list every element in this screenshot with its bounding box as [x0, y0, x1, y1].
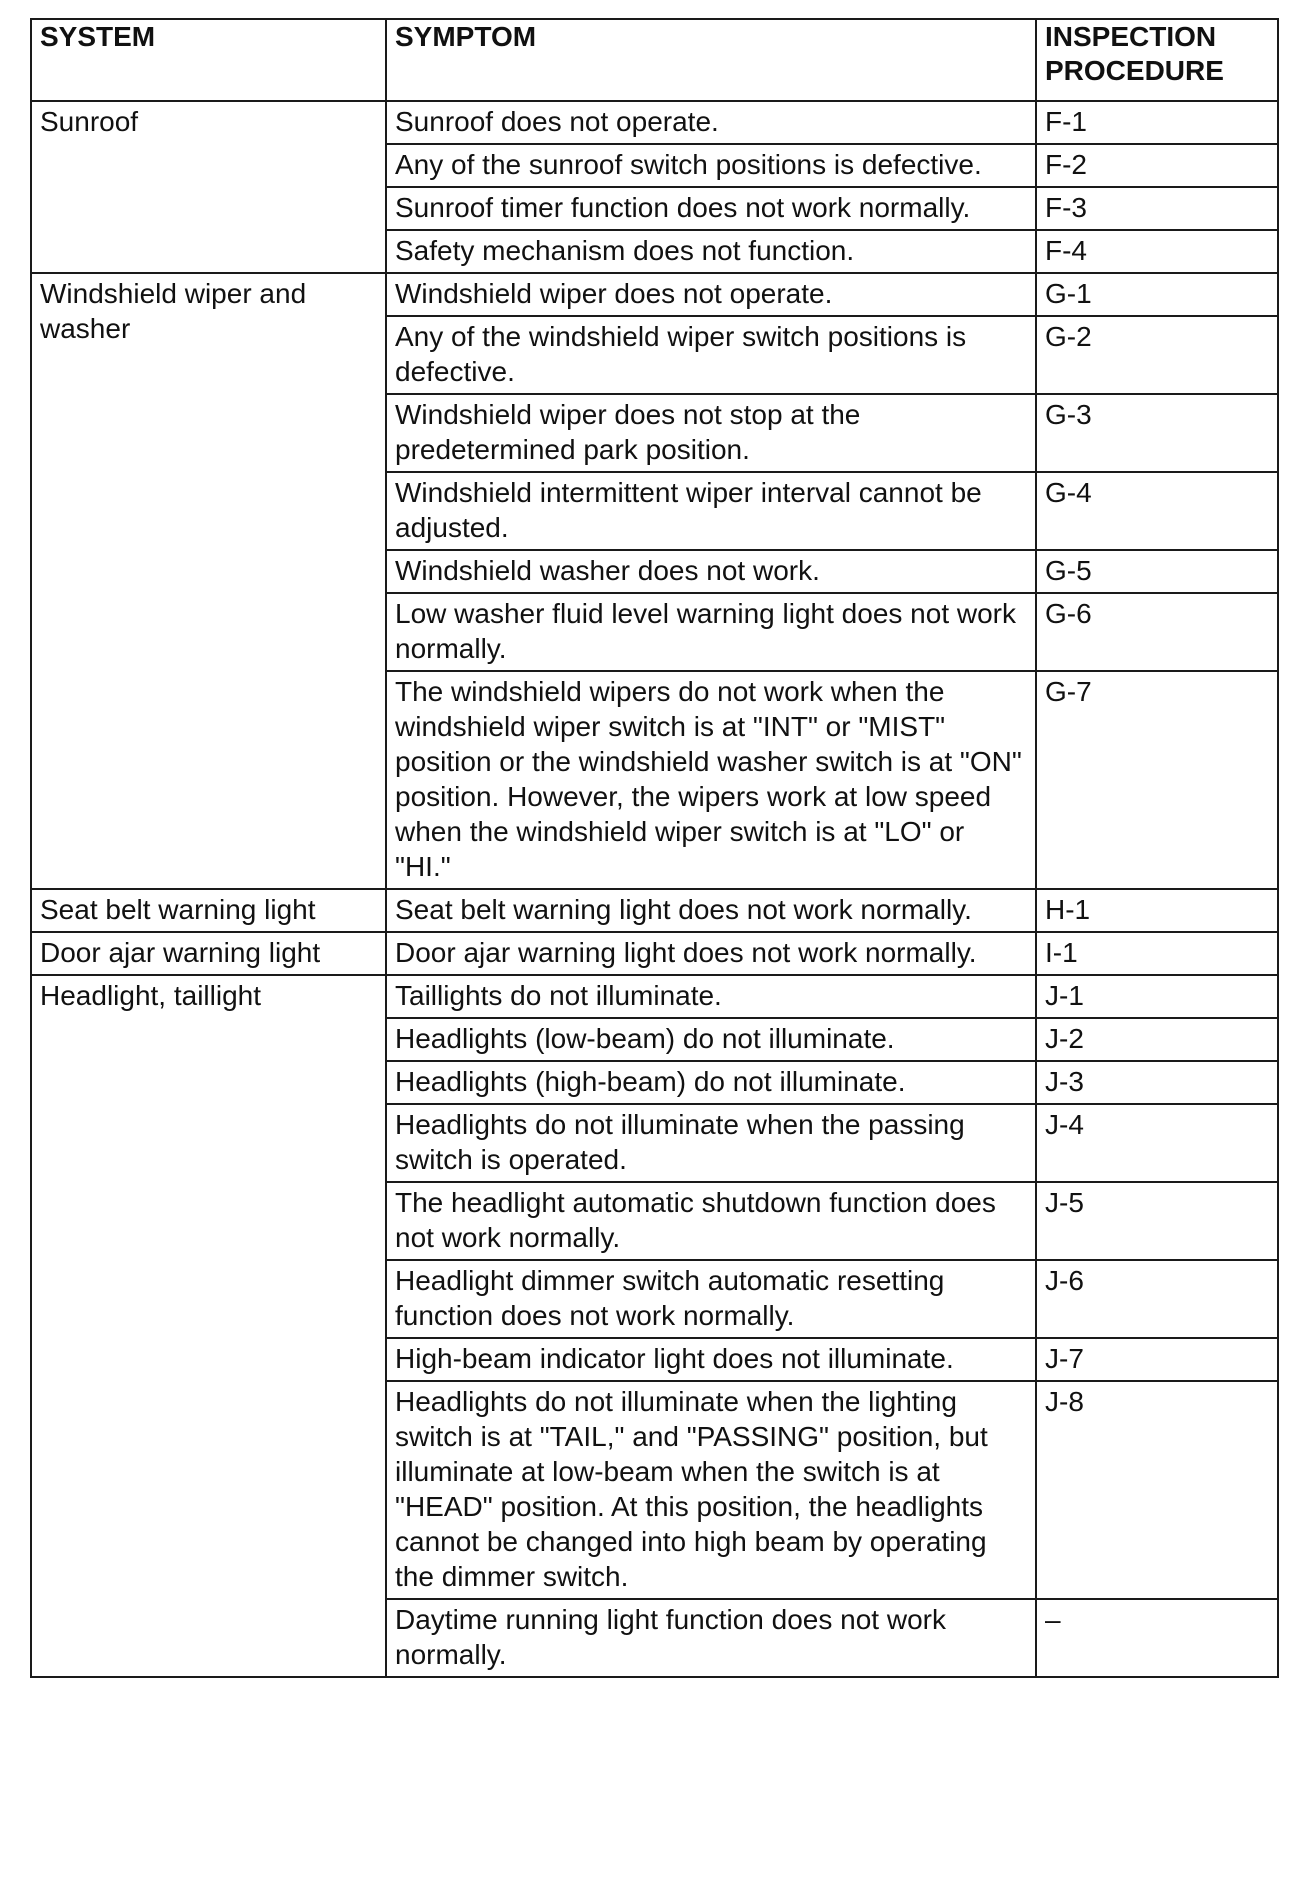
symptom-cell: Headlights do not illuminate when the lighting switch is at "TAIL," and "PASSING" position, but illuminate at low-beam when the switch is at "HEAD" position. At this position, the headlights cannot be changed into high beam by operating the dimmer switch. [386, 1381, 1036, 1599]
procedure-code-cell: G-1 [1036, 273, 1278, 316]
symptom-cell: Daytime running light function does not work normally. [386, 1599, 1036, 1677]
symptom-cell: Windshield washer does not work. [386, 550, 1036, 593]
header-system: SYSTEM [31, 19, 386, 101]
procedure-code-cell: J-4 [1036, 1104, 1278, 1182]
symptom-cell: High-beam indicator light does not illuminate. [386, 1338, 1036, 1381]
procedure-code-cell: – [1036, 1599, 1278, 1677]
procedure-code-cell: G-2 [1036, 316, 1278, 394]
symptom-cell: Headlights (high-beam) do not illuminate. [386, 1061, 1036, 1104]
procedure-code-cell: J-5 [1036, 1182, 1278, 1260]
symptom-cell: Any of the sunroof switch positions is defective. [386, 144, 1036, 187]
header-symptom: SYMPTOM [386, 19, 1036, 101]
table-row [31, 101, 1278, 144]
symptom-cell: Headlight dimmer switch automatic resetting function does not work normally. [386, 1260, 1036, 1338]
procedure-code-cell: F-2 [1036, 144, 1278, 187]
inspection-table-page [30, 18, 1277, 1678]
symptom-cell: Taillights do not illuminate. [386, 975, 1036, 1018]
symptom-cell: Windshield intermittent wiper interval cannot be adjusted. [386, 472, 1036, 550]
symptom-cell: The windshield wipers do not work when the windshield wiper switch is at "INT" or "MIST" position or the windshield washer switch is at "ON" position. However, the wipers work at low speed when the windshield wiper switch is at "LO" or "HI." [386, 671, 1036, 889]
symptom-cell: Headlights do not illuminate when the passing switch is operated. [386, 1104, 1036, 1182]
procedure-code-cell: J-3 [1036, 1061, 1278, 1104]
procedure-code-cell: G-7 [1036, 671, 1278, 889]
procedure-code-cell: J-8 [1036, 1381, 1278, 1599]
procedure-code-cell: G-6 [1036, 593, 1278, 671]
symptom-cell: Seat belt warning light does not work normally. [386, 889, 1036, 932]
procedure-code-cell: F-1 [1036, 101, 1278, 144]
table-header-row [31, 19, 1278, 101]
symptom-cell: Any of the windshield wiper switch positions is defective. [386, 316, 1036, 394]
procedure-code-cell: J-7 [1036, 1338, 1278, 1381]
procedure-code-cell: G-4 [1036, 472, 1278, 550]
procedure-code-cell: F-3 [1036, 187, 1278, 230]
symptom-table [30, 18, 1279, 1678]
procedure-code-cell: J-2 [1036, 1018, 1278, 1061]
system-cell: Windshield wiper and washer [31, 273, 386, 889]
procedure-code-cell: G-3 [1036, 394, 1278, 472]
procedure-code-cell: H-1 [1036, 889, 1278, 932]
symptom-cell: Safety mechanism does not function. [386, 230, 1036, 273]
symptom-cell: Low washer fluid level warning light does not work normally. [386, 593, 1036, 671]
table-row [31, 975, 1278, 1018]
header-inspection-procedure: INSPECTION PROCEDURE [1036, 19, 1278, 101]
procedure-code-cell: F-4 [1036, 230, 1278, 273]
system-cell: Seat belt warning light [31, 889, 386, 932]
symptom-cell: The headlight automatic shutdown function does not work normally. [386, 1182, 1036, 1260]
symptom-cell: Door ajar warning light does not work normally. [386, 932, 1036, 975]
system-cell: Sunroof [31, 101, 386, 273]
table-row [31, 889, 1278, 932]
symptom-cell: Windshield wiper does not operate. [386, 273, 1036, 316]
symptom-cell: Sunroof does not operate. [386, 101, 1036, 144]
table-body [31, 101, 1278, 1677]
symptom-cell: Windshield wiper does not stop at the predetermined park position. [386, 394, 1036, 472]
table-row [31, 932, 1278, 975]
system-cell: Door ajar warning light [31, 932, 386, 975]
symptom-cell: Headlights (low-beam) do not illuminate. [386, 1018, 1036, 1061]
procedure-code-cell: I-1 [1036, 932, 1278, 975]
procedure-code-cell: J-6 [1036, 1260, 1278, 1338]
table-row [31, 273, 1278, 316]
procedure-code-cell: G-5 [1036, 550, 1278, 593]
system-cell: Headlight, taillight [31, 975, 386, 1677]
symptom-cell: Sunroof timer function does not work normally. [386, 187, 1036, 230]
procedure-code-cell: J-1 [1036, 975, 1278, 1018]
